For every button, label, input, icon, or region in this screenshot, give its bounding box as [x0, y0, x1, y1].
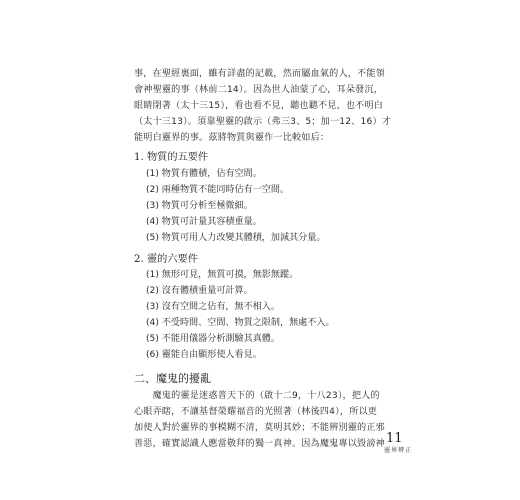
section-heading: 二、魔鬼的擾亂 — [134, 372, 211, 385]
spirit-item: (6) 靈能自由顯形使人看見。 — [146, 350, 262, 360]
spirit-item: (1) 無形可見，無質可摸，無影無蹤。 — [146, 270, 299, 280]
intro-line: 能明白靈界的事。茲將物質與靈作一比較如后： — [134, 133, 330, 143]
running-footer: 靈界辨正 — [384, 447, 412, 454]
matter-item: (4) 物質可計量其容積重量。 — [146, 217, 262, 227]
intro-line: 事，在聖經裏面，雖有詳盡的記載，然而屬血氣的人，不能領 — [134, 69, 385, 79]
spirit-item: (5) 不能用儀器分析測驗其真體。 — [146, 334, 280, 344]
matter-heading: 1. 物質的五要件 — [134, 152, 209, 163]
matter-item: (5) 物質可用人力改變其體積，加減其分量。 — [146, 233, 326, 243]
page-number: 11 — [386, 431, 403, 446]
body-line: 魔鬼的靈是迷惑普天下的（啟十二9，十八23），把人的 — [134, 391, 380, 401]
body-line: 善惡，確實認識人應當敬拜的獨一真神。因為魔鬼專以毀謗神 — [134, 439, 385, 449]
intro-line: 眼睛閉著（太十三15），看也看不見，聽也聽不見，也不明白 — [134, 101, 384, 111]
intro-line: 會神聖靈的事（林前二14）。因為世人油蒙了心，耳朵發沉， — [134, 85, 384, 95]
body-line: 心眼弄瞎，不讓基督榮耀福音的光照著（林後四4），所以更 — [134, 407, 378, 417]
spirit-item: (4) 不受時間、空間、物質之限制，無處不入。 — [146, 318, 335, 328]
body-line: 加使人對於靈界的事模糊不清，莫明其妙；不能辨別靈的正邪 — [134, 423, 385, 433]
matter-item: (3) 物質可分析至極微細。 — [146, 201, 253, 211]
spirit-item: (3) 沒有空間之佔有，無不相入。 — [146, 302, 280, 312]
spirit-heading: 2. 靈的六要件 — [134, 254, 198, 265]
intro-line: （太十三13）。須靠聖靈的啟示（弗三3、5；加一12、16）才 — [134, 117, 392, 127]
matter-item: (1) 物質有體積，佔有空間。 — [146, 169, 262, 179]
matter-item: (2) 兩種物質不能同時佔有一空間。 — [146, 185, 290, 195]
spirit-item: (2) 沒有體積重量可計算。 — [146, 286, 253, 296]
